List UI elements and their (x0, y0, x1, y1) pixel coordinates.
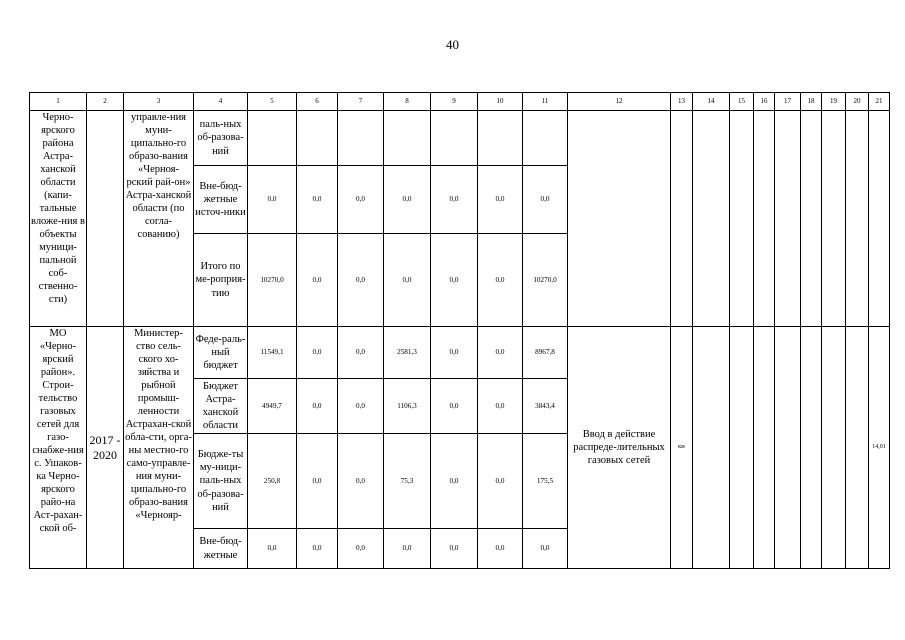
value-cell: 75,3 (384, 434, 431, 529)
value-cell: 0,0 (338, 327, 384, 379)
value-cell: 0,0 (297, 529, 338, 569)
years-cell: 2017 - 2020 (87, 327, 124, 569)
value-cell: 0,0 (431, 529, 478, 569)
years-cell (87, 111, 124, 327)
funding-source-cell: Вне-бюд-жетные источ-ники (194, 166, 248, 234)
indicator-cell: Ввод в действие распреде-лительных газовых сетей (568, 327, 671, 569)
value-cell: 0,0 (478, 529, 523, 569)
value-cell (730, 327, 754, 569)
value-cell: 10270,0 (248, 234, 297, 327)
column-header: 20 (846, 93, 869, 111)
column-header: 10 (478, 93, 523, 111)
executor-cell: управле-ния муни-ципально-го образо-вания «Черноя-рский рай-он» Астра-ханской области (по согла-сованию) (124, 111, 194, 327)
column-header: 15 (730, 93, 754, 111)
column-header: 19 (822, 93, 846, 111)
value-cell: 10270,0 (523, 234, 568, 327)
value-cell: 0,0 (297, 166, 338, 234)
value-cell: 0,0 (431, 166, 478, 234)
value-cell: 0,0 (478, 327, 523, 379)
value-cell: 0,0 (478, 434, 523, 529)
value-cell: 11549,1 (248, 327, 297, 379)
value-cell: 8967,8 (523, 327, 568, 379)
value-cell: 0,0 (297, 434, 338, 529)
value-cell (869, 111, 890, 327)
value-cell (478, 111, 523, 166)
page-number: 40 (446, 37, 459, 52)
object-name-cell: Черно-ярского района Астра-ханской области (капи-тальные вложе-ния в объекты муници-пальной соб-ственно-сти) (30, 111, 87, 327)
value-cell: 0,0 (431, 234, 478, 327)
value-cell: 0,0 (297, 379, 338, 434)
value-cell (754, 327, 775, 569)
unit-cell (671, 111, 693, 327)
column-header: 5 (248, 93, 297, 111)
column-header: 16 (754, 93, 775, 111)
value-cell (693, 327, 730, 569)
column-header: 4 (194, 93, 248, 111)
executor-cell: Министер-ство сель-ского хо-зяйства и рыбной промыш-ленности Астрахан-ской обла-сти, орга-ны местно-го само-управле-ния муни-ципально-го образо-вания «Чернояр- (124, 327, 194, 569)
value-cell (775, 111, 801, 327)
value-cell (338, 111, 384, 166)
unit-cell: км (671, 327, 693, 569)
value-cell: 0,0 (384, 166, 431, 234)
value-cell: 0,0 (248, 166, 297, 234)
funding-source-cell: Вне-бюд-жетные (194, 529, 248, 569)
value-cell (297, 111, 338, 166)
value-cell: 0,0 (523, 529, 568, 569)
column-header: 6 (297, 93, 338, 111)
program-table (29, 92, 890, 569)
value-cell: 3843,4 (523, 379, 568, 434)
table-row (30, 327, 890, 379)
column-header: 13 (671, 93, 693, 111)
value-cell: 0,0 (338, 529, 384, 569)
value-cell: 0,0 (384, 529, 431, 569)
column-header: 11 (523, 93, 568, 111)
value-cell (846, 327, 869, 569)
value-cell (523, 111, 568, 166)
value-cell: 250,8 (248, 434, 297, 529)
value-cell: 14,01 (869, 327, 890, 569)
value-cell: 0,0 (431, 379, 478, 434)
funding-source-cell: паль-ных об-разова-ний (194, 111, 248, 166)
value-cell (431, 111, 478, 166)
value-cell: 0,0 (384, 234, 431, 327)
value-cell (775, 327, 801, 569)
value-cell: 175,5 (523, 434, 568, 529)
value-cell: 2581,3 (384, 327, 431, 379)
value-cell: 0,0 (478, 166, 523, 234)
column-header: 3 (124, 93, 194, 111)
column-header: 8 (384, 93, 431, 111)
value-cell: 0,0 (248, 529, 297, 569)
funding-source-cell: Бюджет Астра-ханской области (194, 379, 248, 434)
funding-source-cell: Феде-раль-ный бюджет (194, 327, 248, 379)
value-cell (730, 111, 754, 327)
column-header: 18 (801, 93, 822, 111)
value-cell (754, 111, 775, 327)
column-header: 12 (568, 93, 671, 111)
funding-source-cell: Итого по ме-роприя-тию (194, 234, 248, 327)
value-cell (801, 327, 822, 569)
value-cell: 0,0 (523, 166, 568, 234)
column-header: 14 (693, 93, 730, 111)
table-row (30, 111, 890, 166)
header-row (30, 93, 890, 111)
value-cell: 0,0 (338, 234, 384, 327)
value-cell: 0,0 (338, 379, 384, 434)
value-cell: 0,0 (478, 234, 523, 327)
value-cell (822, 111, 846, 327)
column-header: 1 (30, 93, 87, 111)
value-cell: 0,0 (431, 434, 478, 529)
column-header: 7 (338, 93, 384, 111)
value-cell: 0,0 (338, 166, 384, 234)
value-cell: 0,0 (478, 379, 523, 434)
value-cell (846, 111, 869, 327)
column-header: 9 (431, 93, 478, 111)
value-cell (822, 327, 846, 569)
value-cell: 4949,7 (248, 379, 297, 434)
indicator-cell (568, 111, 671, 327)
value-cell (693, 111, 730, 327)
value-cell: 1106,3 (384, 379, 431, 434)
column-header: 17 (775, 93, 801, 111)
value-cell (384, 111, 431, 166)
object-name-cell: МО «Черно-ярский район». Строи-тельство газовых сетей для газо-снабже-ния с. Ушаков-ка Черно-ярского райо-на Аст-рахан-ской об- (30, 327, 87, 569)
value-cell: 0,0 (338, 434, 384, 529)
value-cell (248, 111, 297, 166)
value-cell: 0,0 (297, 234, 338, 327)
value-cell: 0,0 (431, 327, 478, 379)
funding-source-cell: Бюдже-ты му-ници-паль-ных об-разова-ний (194, 434, 248, 529)
column-header: 21 (869, 93, 890, 111)
column-header: 2 (87, 93, 124, 111)
value-cell (801, 111, 822, 327)
value-cell: 0,0 (297, 327, 338, 379)
